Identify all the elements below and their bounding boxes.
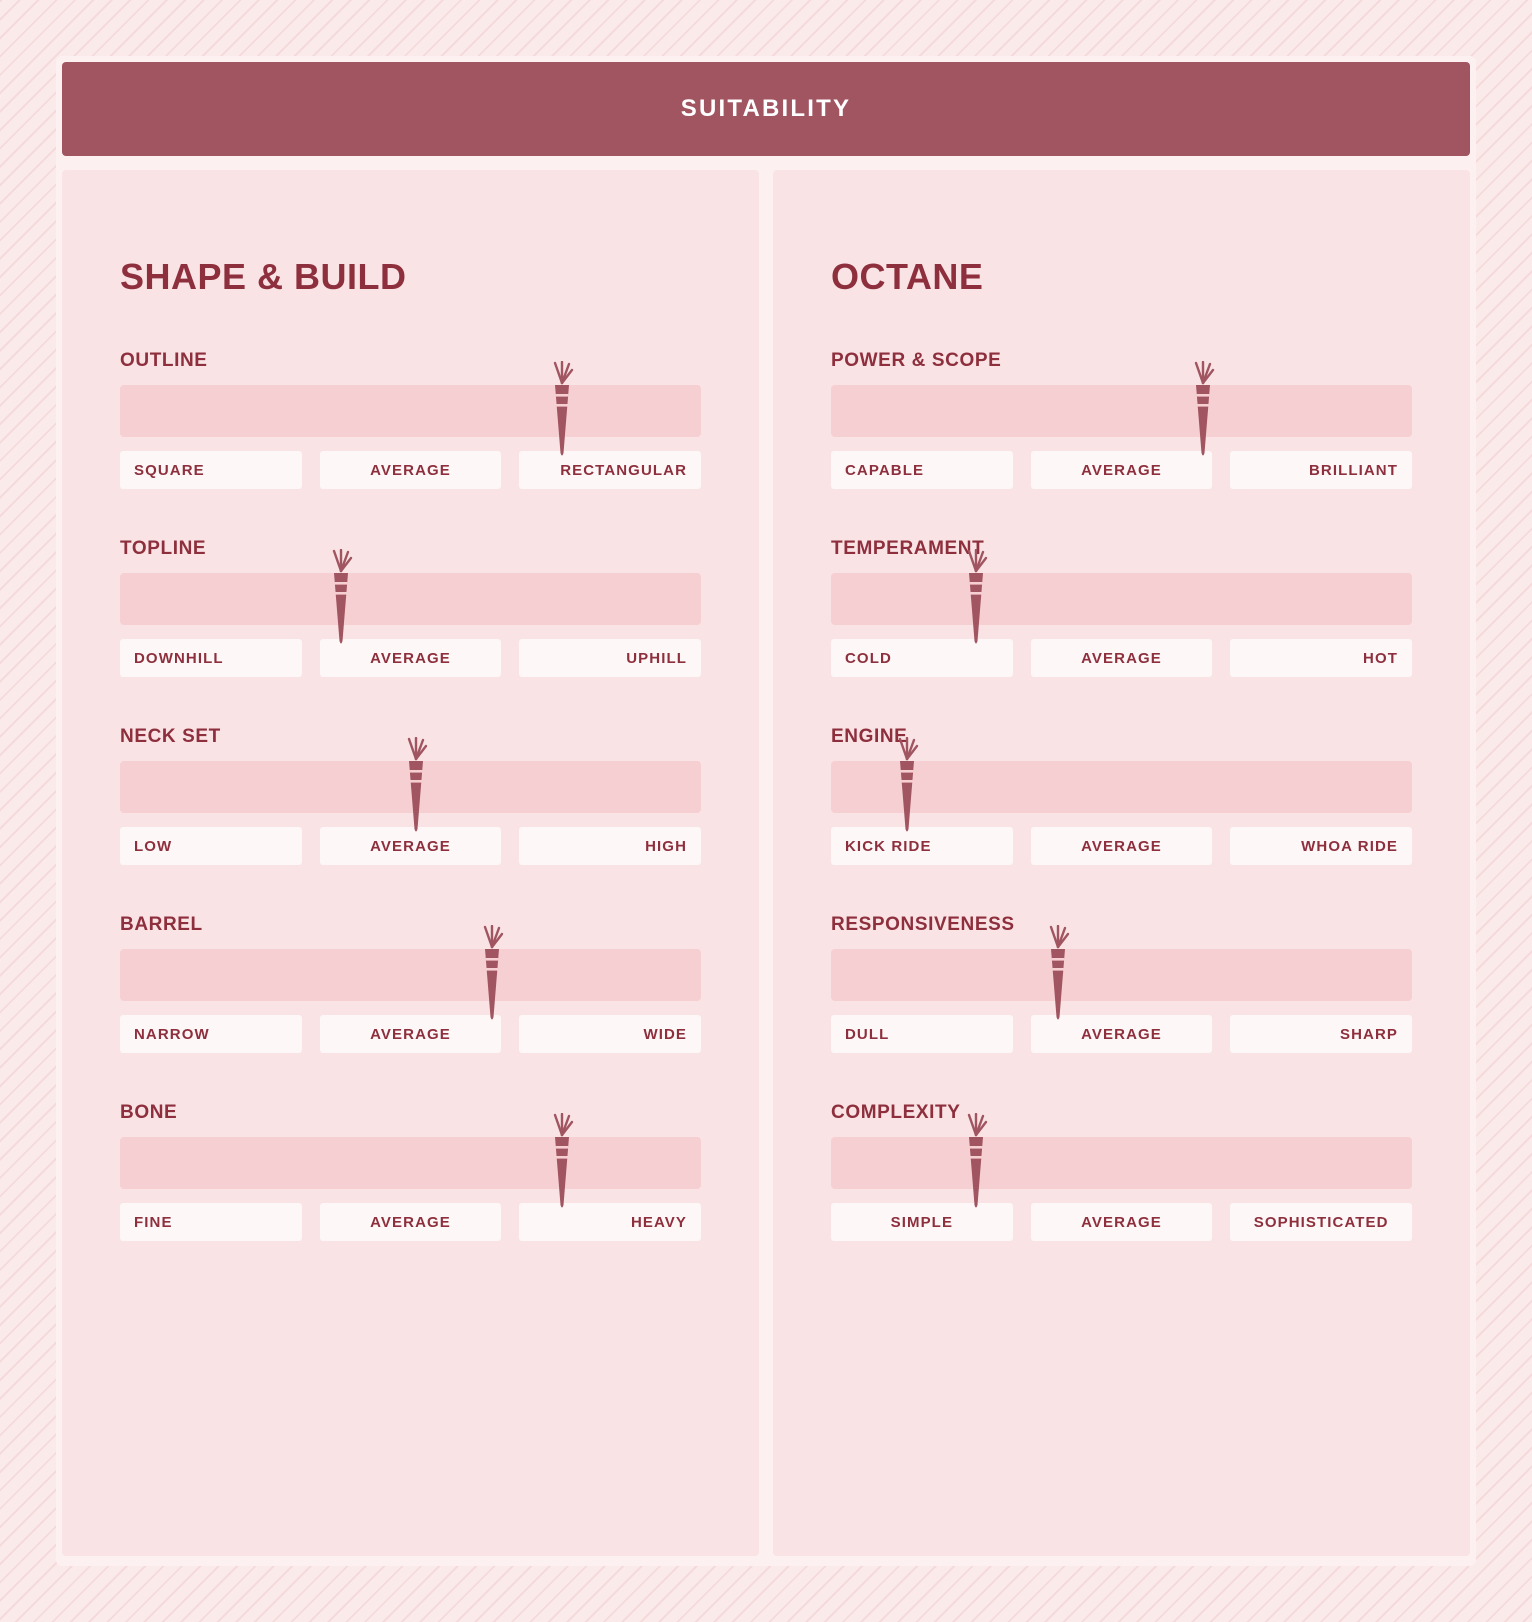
scale-option-high[interactable]: BRILLIANT bbox=[1230, 451, 1412, 489]
carrot-marker[interactable] bbox=[1183, 361, 1223, 459]
slider-track[interactable] bbox=[120, 1137, 701, 1189]
scale-option-low[interactable]: SQUARE bbox=[120, 451, 302, 489]
scale-option-mid[interactable]: AVERAGE bbox=[320, 827, 502, 865]
slider-track[interactable] bbox=[831, 385, 1412, 437]
slider-track[interactable] bbox=[120, 385, 701, 437]
scale-option-high[interactable]: UPHILL bbox=[519, 639, 701, 677]
scale-option-mid[interactable]: AVERAGE bbox=[1031, 1015, 1213, 1053]
scale-option-high[interactable]: SOPHISTICATED bbox=[1230, 1203, 1412, 1241]
scale-row bbox=[831, 451, 1412, 489]
slider-track-wrapper[interactable] bbox=[831, 949, 1412, 1001]
scale-option-high[interactable]: HIGH bbox=[519, 827, 701, 865]
scale-row bbox=[120, 1203, 701, 1241]
scale-option-high[interactable]: WIDE bbox=[519, 1015, 701, 1053]
carrot-marker[interactable] bbox=[1038, 925, 1078, 1023]
slider-track[interactable] bbox=[120, 949, 701, 1001]
metric-responsiveness bbox=[831, 914, 1412, 1053]
scale-option-low[interactable]: COLD bbox=[831, 639, 1013, 677]
metric-label: OUTLINE bbox=[120, 350, 208, 371]
slider-track-wrapper[interactable] bbox=[831, 385, 1412, 437]
scale-option-low[interactable]: DULL bbox=[831, 1015, 1013, 1053]
scale-row bbox=[120, 639, 701, 677]
slider-track-wrapper[interactable] bbox=[120, 761, 701, 813]
scale-option-mid[interactable]: AVERAGE bbox=[320, 451, 502, 489]
scale-option-high[interactable]: HOT bbox=[1230, 639, 1412, 677]
scale-option-mid[interactable]: AVERAGE bbox=[320, 639, 502, 677]
scale-option-high[interactable]: SHARP bbox=[1230, 1015, 1412, 1053]
scale-option-high[interactable]: WHOA RIDE bbox=[1230, 827, 1412, 865]
carrot-marker[interactable] bbox=[542, 1113, 582, 1211]
metric-label: TOPLINE bbox=[120, 538, 207, 559]
carrot-marker[interactable] bbox=[887, 737, 927, 835]
scale-row bbox=[120, 451, 701, 489]
scale-option-high[interactable]: RECTANGULAR bbox=[519, 451, 701, 489]
metric-topline bbox=[120, 538, 701, 677]
carrot-marker[interactable] bbox=[472, 925, 512, 1023]
slider-track[interactable] bbox=[831, 573, 1412, 625]
scale-option-mid[interactable]: AVERAGE bbox=[1031, 827, 1213, 865]
metric-label: ENGINE bbox=[831, 726, 908, 747]
slider-track-wrapper[interactable] bbox=[120, 573, 701, 625]
metric-bone bbox=[120, 1102, 701, 1241]
scale-option-low[interactable]: SIMPLE bbox=[831, 1203, 1013, 1241]
slider-track[interactable] bbox=[120, 573, 701, 625]
scale-option-low[interactable]: DOWNHILL bbox=[120, 639, 302, 677]
metric-label: TEMPERAMENT bbox=[831, 538, 985, 559]
scale-row bbox=[120, 1015, 701, 1053]
page-title: SUITABILITY bbox=[680, 95, 852, 122]
slider-track-wrapper[interactable] bbox=[831, 1137, 1412, 1189]
metric-outline bbox=[120, 350, 701, 489]
scale-option-low[interactable]: KICK RIDE bbox=[831, 827, 1013, 865]
scale-option-mid[interactable]: AVERAGE bbox=[320, 1203, 502, 1241]
metric-barrel bbox=[120, 914, 701, 1053]
column-octane bbox=[773, 170, 1470, 1556]
carrot-marker[interactable] bbox=[956, 1113, 996, 1211]
carrot-marker[interactable] bbox=[321, 549, 361, 647]
slider-track[interactable] bbox=[831, 949, 1412, 1001]
scale-option-mid[interactable]: AVERAGE bbox=[1031, 639, 1213, 677]
slider-track-wrapper[interactable] bbox=[831, 761, 1412, 813]
scale-option-low[interactable]: CAPABLE bbox=[831, 451, 1013, 489]
metric-label: BARREL bbox=[120, 914, 203, 935]
scale-row bbox=[831, 1015, 1412, 1053]
metric-neck-set bbox=[120, 726, 701, 865]
carrot-marker[interactable] bbox=[542, 361, 582, 459]
scale-option-mid[interactable]: AVERAGE bbox=[320, 1015, 502, 1053]
scale-option-high[interactable]: HEAVY bbox=[519, 1203, 701, 1241]
scale-option-mid[interactable]: AVERAGE bbox=[1031, 451, 1213, 489]
slider-track-wrapper[interactable] bbox=[831, 573, 1412, 625]
scale-option-mid[interactable]: AVERAGE bbox=[1031, 1203, 1213, 1241]
scale-row bbox=[831, 639, 1412, 677]
metric-power-and-scope bbox=[831, 350, 1412, 489]
column-title: OCTANE bbox=[831, 256, 984, 297]
column-shape-and-build bbox=[62, 170, 759, 1556]
slider-track-wrapper[interactable] bbox=[120, 1137, 701, 1189]
column-title: SHAPE & BUILD bbox=[120, 256, 407, 297]
scale-option-low[interactable]: LOW bbox=[120, 827, 302, 865]
metric-label: RESPONSIVENESS bbox=[831, 914, 1015, 935]
metric-label: POWER & SCOPE bbox=[831, 350, 1002, 371]
metric-complexity bbox=[831, 1102, 1412, 1241]
columns-container bbox=[62, 170, 1470, 1556]
header-bar bbox=[62, 62, 1470, 156]
carrot-marker[interactable] bbox=[396, 737, 436, 835]
scale-option-low[interactable]: FINE bbox=[120, 1203, 302, 1241]
scale-row bbox=[831, 1203, 1412, 1241]
metric-label: COMPLEXITY bbox=[831, 1102, 961, 1123]
metric-label: BONE bbox=[120, 1102, 178, 1123]
metric-label: NECK SET bbox=[120, 726, 221, 747]
metric-engine bbox=[831, 726, 1412, 865]
scale-option-low[interactable]: NARROW bbox=[120, 1015, 302, 1053]
carrot-marker[interactable] bbox=[956, 549, 996, 647]
metric-temperament bbox=[831, 538, 1412, 677]
slider-track-wrapper[interactable] bbox=[120, 949, 701, 1001]
slider-track-wrapper[interactable] bbox=[120, 385, 701, 437]
suitability-card bbox=[56, 56, 1476, 1566]
slider-track[interactable] bbox=[831, 1137, 1412, 1189]
